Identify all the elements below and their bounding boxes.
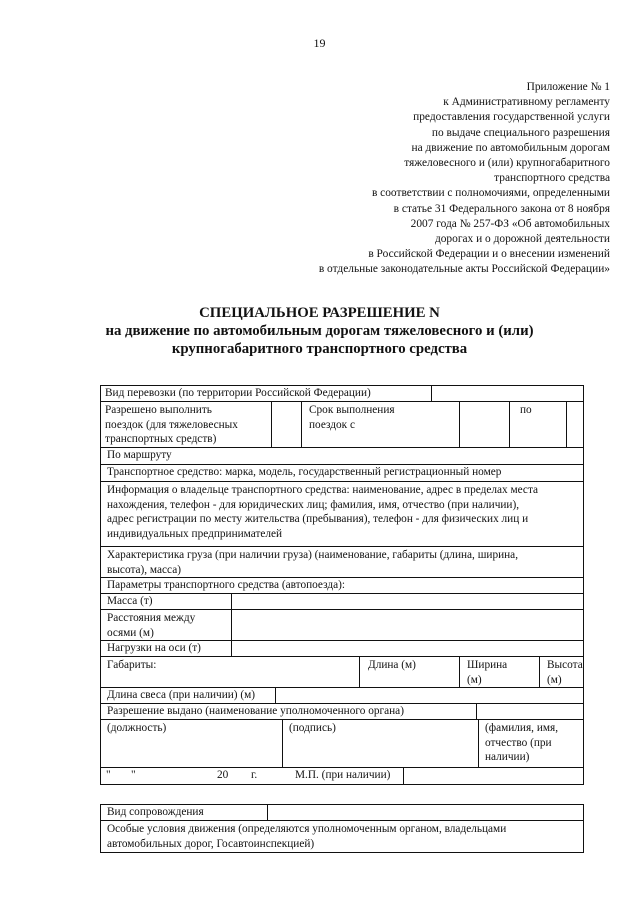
escort-type-value[interactable] xyxy=(267,805,583,820)
issued-by-row xyxy=(101,704,583,720)
owner-line: Информация о владельце транспортного средства: наименование, адрес в пределах места xyxy=(107,484,539,496)
route-label: По маршруту xyxy=(107,449,172,461)
date-field[interactable] xyxy=(101,768,282,784)
full-name-line: (фамилия, имя, xyxy=(485,722,559,734)
owner-line: индивидуальных предпринимателей xyxy=(107,527,283,540)
appendix-line: тяжеловесного и (или) крупногабаритного xyxy=(404,157,610,170)
date-quote-close: " xyxy=(131,769,136,781)
width-line: Ширина xyxy=(467,659,508,671)
signatory-row xyxy=(101,720,583,768)
appendix-line: к Административному регламенту xyxy=(443,96,610,109)
appendix-line: в отдельные законодательные акты Российской Федерации» xyxy=(318,263,610,276)
axle-distance-line: Расстояния между xyxy=(107,612,196,624)
appendix-header xyxy=(230,80,610,278)
title-line-1: СПЕЦИАЛЬНОЕ РАЗРЕШЕНИЕ N xyxy=(199,305,440,321)
axle-distance-value[interactable] xyxy=(231,610,583,640)
escort-table xyxy=(100,804,584,853)
document-title xyxy=(0,304,639,358)
dimensions-row xyxy=(101,657,583,688)
date-stamp-divider xyxy=(403,768,404,784)
cargo-line: Характеристика груза (при наличии груза) (наименование, габариты (длина, ширина, xyxy=(107,549,519,561)
overhang-label: Длина свеса (при наличии) (м) xyxy=(107,689,256,701)
allowed-trips-row xyxy=(101,402,583,448)
issued-by-label: Разрешение выдано (наименование уполномоченного органа) xyxy=(107,705,404,717)
transport-type-row xyxy=(101,386,583,402)
stamp-label: М.П. (при наличии) xyxy=(295,769,391,781)
axle-loads-label: Нагрузки на оси (т) xyxy=(107,642,201,654)
appendix-line: в статье 31 Федерального закона от 8 ноября xyxy=(393,202,610,215)
appendix-line: по выдаче специального разрешения xyxy=(431,126,610,139)
axle-distance-label xyxy=(101,610,231,640)
period-from-value[interactable] xyxy=(459,402,509,447)
appendix-line: предоставления государственной услуги xyxy=(413,111,610,124)
title-line-2: на движение по автомобильным дорогам тяжеловесного и (или) xyxy=(105,323,534,339)
full-name-line: отчество (при xyxy=(485,736,552,749)
page-number: 19 xyxy=(313,36,326,50)
year-prefix: 20 xyxy=(217,769,229,781)
allowed-trips-line: поездок (для тяжеловесных xyxy=(105,418,238,431)
period-to-label: по xyxy=(509,402,566,447)
cargo-label xyxy=(101,547,583,577)
axle-distance-row xyxy=(101,610,583,641)
axle-distance-line: осями (м) xyxy=(107,626,154,639)
appendix-line: на движение по автомобильным дорогам xyxy=(411,141,610,154)
full-name-label xyxy=(478,720,583,767)
escort-type-row xyxy=(101,805,583,821)
route-row xyxy=(101,448,583,465)
appendix-line: транспортного средства xyxy=(494,172,610,185)
signature-label: (подпись) xyxy=(282,720,478,767)
axle-loads-value[interactable] xyxy=(231,641,583,656)
params-label: Параметры транспортного средства (автопоезда): xyxy=(107,579,346,591)
length-label: Длина (м) xyxy=(359,657,459,687)
owner-row xyxy=(101,482,583,547)
cargo-line: высота), масса) xyxy=(107,563,181,576)
appendix-line: дорогах и о дорожной деятельности xyxy=(434,233,610,246)
appendix-line: 2007 года № 257-ФЗ «Об автомобильных xyxy=(410,217,610,230)
date-quote-open: " xyxy=(106,769,111,781)
params-row xyxy=(101,578,583,594)
mass-row xyxy=(101,594,583,610)
special-conditions-label xyxy=(101,821,583,852)
height-label xyxy=(539,657,583,687)
transport-type-value[interactable] xyxy=(431,386,583,401)
position-label: (должность) xyxy=(107,722,167,734)
period-line: поездок с xyxy=(309,418,355,431)
cargo-row xyxy=(101,547,583,578)
owner-label xyxy=(101,482,583,546)
issued-by-value[interactable] xyxy=(476,704,583,719)
permit-form-table xyxy=(100,385,584,785)
appendix-line: в соответствии с полномочиями, определенными xyxy=(371,187,610,200)
mass-label: Масса (т) xyxy=(107,595,153,607)
period-label xyxy=(301,402,459,447)
overhang-value[interactable] xyxy=(275,688,583,703)
period-to-value[interactable] xyxy=(566,402,583,447)
appendix-line: в Российской Федерации и о внесении изменений xyxy=(368,248,610,261)
dimensions-label: Габариты: xyxy=(107,659,157,671)
full-name-line: наличии) xyxy=(485,751,530,763)
overhang-row xyxy=(101,688,583,704)
year-suffix: г. xyxy=(251,769,258,781)
allowed-trips-line: транспортных средств) xyxy=(105,433,217,445)
period-line: Срок выполнения xyxy=(309,404,395,416)
height-line: (м) xyxy=(547,673,562,686)
date-stamp-row xyxy=(101,768,583,784)
owner-line: нахождения, телефон - для юридических лиц; фамилия, имя, отчество (при наличии), xyxy=(107,498,520,511)
title-line-3: крупногабаритного транспортного средства xyxy=(171,341,468,357)
mass-value[interactable] xyxy=(231,594,583,609)
escort-type-label: Вид сопровождения xyxy=(107,806,204,818)
special-conditions-row xyxy=(101,821,583,852)
appendix-line: Приложение № 1 xyxy=(526,81,610,93)
width-line: (м) xyxy=(467,673,482,686)
allowed-trips-label xyxy=(101,402,271,447)
transport-type-label: Вид перевозки (по территории Российской Федерации) xyxy=(105,387,371,399)
width-label xyxy=(459,657,539,687)
height-line: Высота xyxy=(547,659,583,671)
allowed-trips-line: Разрешено выполнить xyxy=(105,404,212,416)
special-conditions-line: Особые условия движения (определяются уполномоченным органом, владельцами xyxy=(107,823,507,835)
axle-loads-row xyxy=(101,641,583,657)
special-conditions-line: автомобильных дорог, Госавтоинспекцией) xyxy=(107,837,315,850)
trips-count-value[interactable] xyxy=(271,402,301,447)
owner-line: адрес регистрации по месту жительства (пребывания), телефон - для физических лиц и xyxy=(107,513,529,525)
vehicle-row xyxy=(101,465,583,482)
vehicle-label: Транспортное средство: марка, модель, государственный регистрационный номер xyxy=(107,466,502,478)
